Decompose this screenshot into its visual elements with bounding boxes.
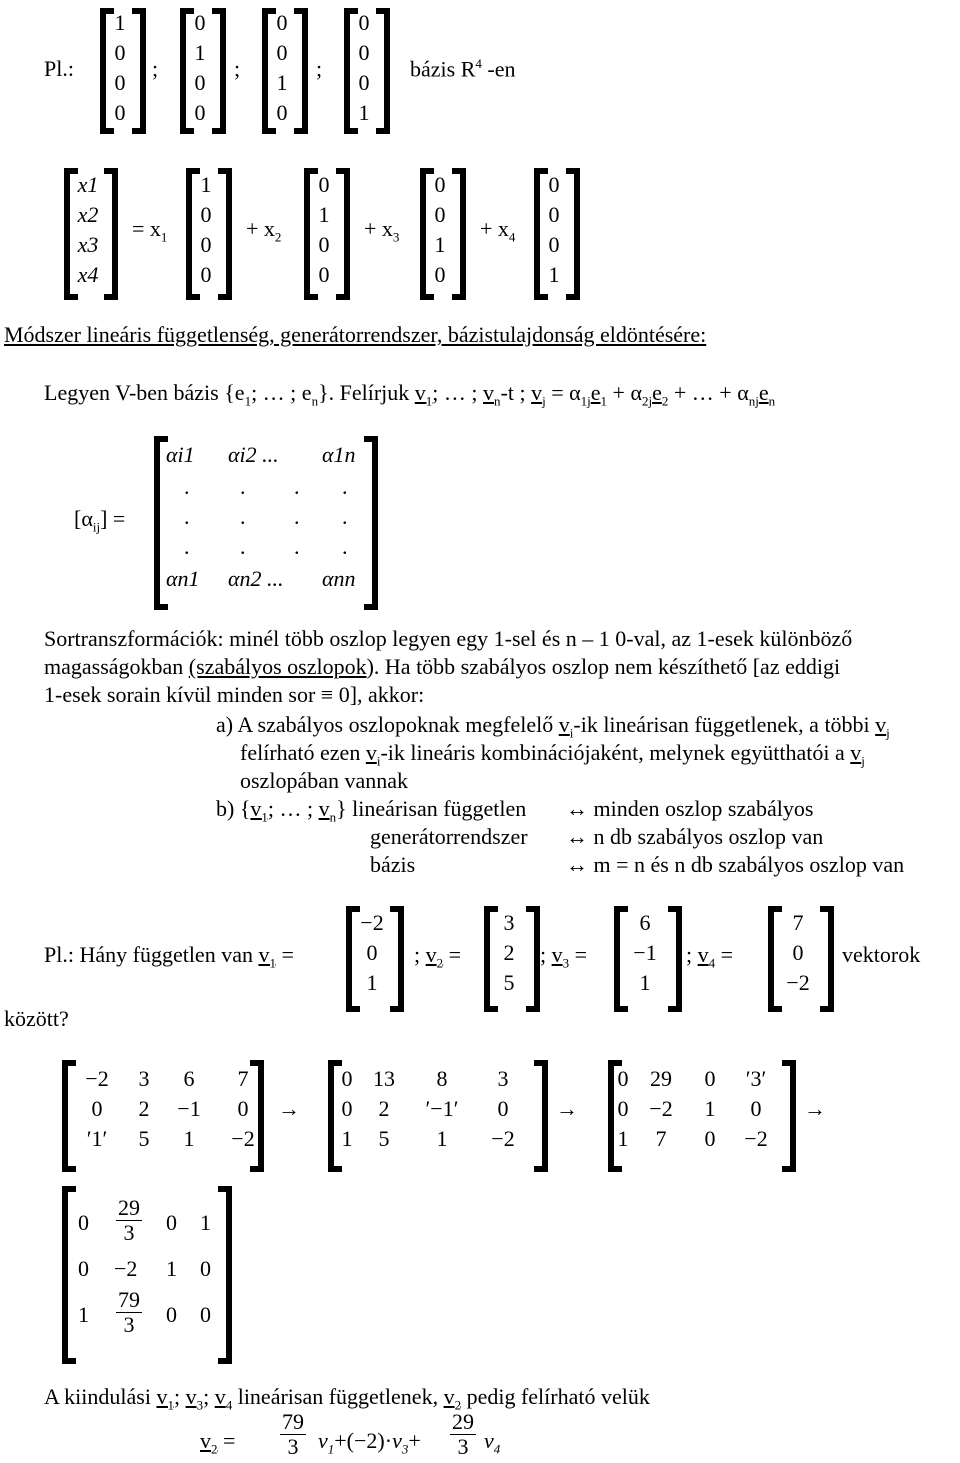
matrix-dot: . (184, 504, 190, 529)
arrow-icon: → (278, 1096, 300, 1121)
basis-vector-1: 1 0 0 0 (114, 10, 126, 125)
fraction-29-3: $\frac{29}{3}$ (118, 1195, 140, 1245)
final-lhs: $v_2$ = (200, 1428, 236, 1457)
method-title: Módszer lineáris függetlenség, generátorrendszer, bázistulajdonság eldöntésére: (4, 322, 707, 347)
matrix-dot: . (184, 474, 190, 499)
matrix-entry: αn2 ... (228, 566, 284, 591)
final-terms: $v_1+(-2)\cdot v_3+$ (318, 1428, 421, 1457)
alpha-label: $[\alpha_{ij}]$ = (74, 506, 126, 535)
bracket-right (566, 168, 580, 300)
sortr-line-1: Sortranszformációk: minél több oszlop legyen egy 1-sel és n – 1 0-val, az 1-esek különböző (44, 626, 853, 651)
item-a-line-1: a) A szabályos oszlopoknak megfelelő $v_i-ik$ lineárisan függetlenek, a többi $v_j$ (216, 712, 890, 741)
matrix-dot: . (184, 534, 190, 559)
pl-label: Pl.: (44, 56, 74, 81)
bracket-right (526, 906, 540, 1012)
matrix-entry: α1n (322, 442, 356, 467)
matrix-dot: . (342, 474, 348, 499)
item-b-left-2: generátorrendszer (370, 824, 528, 849)
matrix-entry: αnn (322, 566, 356, 591)
matrix-entry: 0 (200, 1256, 211, 1281)
matrix-entry: αn1 (166, 566, 200, 591)
bracket-right (336, 168, 350, 300)
legyen-line: Legyen V-ben bázis {$e_1$; … ; $e_n$}. Felírjuk $v_1$; … ; $v_n-t$ ; $v_j = \alpha_{1j}e_1 + \alpha_{2j}e_2$ + … + $\alpha_{nj}e_n$ (44, 380, 776, 409)
ex2-question: Pl.: Hány független van $v_1$ = (44, 942, 294, 971)
item-b-right-2: ↔ n db szabályos oszlop van (566, 824, 824, 849)
bracket-right (104, 168, 118, 300)
vector-v4: 7 0 −2 (786, 910, 810, 995)
matrix-dot: . (294, 534, 300, 559)
matrix-entry: 0 (166, 1302, 177, 1327)
unit-vector-2: 0 1 0 0 (318, 172, 330, 287)
item-b-line-1: b) {$v_1$; … ; $v_n$} lineárisan független (216, 796, 527, 825)
matrix-dot: . (294, 504, 300, 529)
final-fraction-79-3: $\frac{79}{3}$ (282, 1409, 304, 1459)
bracket-left (62, 1186, 76, 1364)
basis-vector-3: 0 0 1 0 (276, 10, 288, 125)
matrix-entry: 1 (166, 1256, 177, 1281)
ex2-kozott: között? (4, 1006, 69, 1031)
matrix-2: 0 13 8 3 0 2 ′−1′ 0 1 5 1 −2 (341, 1066, 515, 1151)
bracket-right (218, 168, 232, 300)
arrow-icon: → (804, 1096, 826, 1121)
item-a-line-2: felírható ezen $v_i-ik$ lineáris kombinációjaként, melynek együtthatói a $v_j$ (240, 740, 865, 769)
basis-vector-4: 0 0 0 1 (358, 10, 370, 125)
matrix-dot: . (240, 534, 246, 559)
matrix-dot: . (342, 504, 348, 529)
bracket-right (390, 906, 404, 1012)
matrix-3: 0 29 0 ′3′ 0 −2 1 0 1 7 0 −2 (617, 1066, 768, 1151)
arrow-icon: → (556, 1096, 578, 1121)
basis-vector-2: 0 1 0 0 (194, 10, 206, 125)
coef-2: + $x_2$ (246, 216, 282, 245)
matrix-entry: 1 (78, 1302, 89, 1327)
matrix-entry: 0 (166, 1210, 177, 1235)
bracket-right (218, 1186, 232, 1364)
bracket-right (376, 8, 390, 134)
separator: ; (234, 56, 241, 81)
unit-vector-4: 0 0 0 1 (548, 172, 560, 287)
matrix-entry: −2 (114, 1256, 138, 1281)
v2-label: ; $v_2$ = (414, 942, 462, 971)
v3-label: ; $v_3$ = (540, 942, 588, 971)
x-vector: x1 x2 x3 x4 (77, 172, 99, 287)
item-a-line-3: oszlopában vannak (240, 768, 408, 793)
matrix-entry: 0 (78, 1256, 89, 1281)
matrix-dot: . (240, 504, 246, 529)
coef-1: = $x_1$ (132, 216, 168, 245)
vector-v3: 6 −1 1 (633, 910, 657, 995)
bracket-right (668, 906, 682, 1012)
matrix-dot: . (342, 534, 348, 559)
matrix-dot: . (294, 474, 300, 499)
bracket-right (294, 8, 308, 134)
matrix-entry: αi2 ... (228, 442, 279, 467)
unit-vector-3: 0 0 1 0 (434, 172, 446, 287)
item-b-right-3: ↔ m = n és n db szabályos oszlop van (566, 852, 905, 877)
final-term-v4: $v_4$ (484, 1428, 501, 1457)
bracket-right (132, 8, 146, 134)
vector-v1: −2 0 1 (360, 910, 384, 995)
coef-4: + $x_4$ (480, 216, 516, 245)
item-b-right-1: ↔ minden oszlop szabályos (566, 796, 814, 821)
bracket-right (212, 8, 226, 134)
vector-v2: 3 2 5 (503, 910, 515, 995)
separator: ; (316, 56, 323, 81)
item-b-left-3: bázis (370, 852, 416, 877)
coef-3: + $x_3$ (364, 216, 400, 245)
matrix-entry: 1 (200, 1210, 211, 1235)
unit-vector-1: 1 0 0 0 (200, 172, 212, 287)
matrix-entry: 0 (78, 1210, 89, 1235)
matrix-dot: . (240, 474, 246, 499)
bracket-right (364, 436, 378, 610)
matrix-1: −2 3 6 7 0 2 −1 0 ′1′ 5 1 −2 (85, 1066, 255, 1151)
matrix-entry: αi1 (166, 442, 195, 467)
bracket-right (782, 1060, 796, 1172)
fraction-79-3: $\frac{79}{3}$ (118, 1287, 140, 1337)
separator: ; (152, 56, 159, 81)
bracket-right (820, 906, 834, 1012)
ex2-tail: vektorok (842, 942, 921, 967)
final-fraction-29-3: $\frac{29}{3}$ (452, 1409, 474, 1459)
bracket-right (250, 1060, 264, 1172)
v4-label: ; $v_4$ = (686, 942, 734, 971)
result-line: A kiindulási $v_1$; $v_3$; $v_4$ lineárisan függetlenek, $v_2$ pedig felírható velük (44, 1384, 650, 1413)
matrix-entry: 0 (200, 1302, 211, 1327)
basis-caption: bázis $R^4$ -en (410, 56, 516, 82)
sortr-line-2: magasságokban (szabályos oszlopok). Ha több szabályos oszlop nem készíthető [az eddigi (44, 654, 841, 679)
sortr-line-3: 1-esek sorain kívül minden sor ≡ 0], akkor: (44, 682, 425, 707)
bracket-right (534, 1060, 548, 1172)
bracket-right (452, 168, 466, 300)
